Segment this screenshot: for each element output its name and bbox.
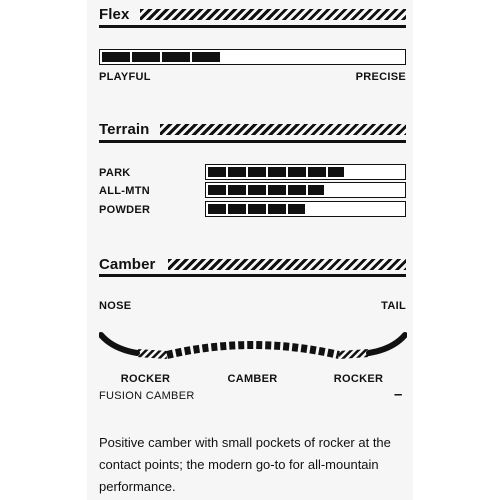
flex-heading-hatch	[140, 9, 406, 20]
camber-description: Positive camber with small pockets of rocker at the contact points; the modern go-to for all-mountain performance.	[99, 435, 391, 494]
camber-heading-hatch	[168, 259, 406, 270]
collapse-toggle-icon[interactable]: –	[394, 386, 403, 403]
zone-label-camber: CAMBER	[227, 373, 278, 385]
nose-hatch-zone	[137, 353, 167, 355]
zone-label-tail-rocker: ROCKER	[333, 373, 384, 385]
tail-label: TAIL	[381, 300, 406, 312]
terrain-row-label: PARK	[99, 167, 131, 179]
camber-profile-name: FUSION CAMBER	[99, 390, 195, 402]
terrain-meter-segments	[208, 167, 344, 177]
terrain-meter	[205, 201, 406, 217]
flex-meter-segments	[102, 52, 222, 62]
terrain-heading-hatch	[160, 124, 406, 135]
camber-profile-diagram	[99, 325, 407, 365]
camber-dashed-zone	[167, 345, 339, 355]
terrain-meter	[205, 182, 406, 198]
tail-rocker-curve	[369, 335, 405, 353]
flex-meter	[99, 49, 406, 65]
flex-right-label: PRECISE	[355, 71, 406, 83]
flex-left-label: PLAYFUL	[99, 71, 151, 83]
terrain-row-label: POWDER	[99, 204, 151, 216]
flex-heading-rule	[99, 25, 406, 28]
terrain-meter	[205, 164, 406, 180]
nose-label: NOSE	[99, 300, 132, 312]
terrain-meter-segments	[208, 185, 324, 195]
terrain-meter-segments	[208, 204, 305, 214]
camber-heading: Camber	[99, 256, 156, 273]
nose-rocker-curve	[101, 335, 137, 353]
terrain-row-label: ALL-MTN	[99, 185, 150, 197]
tail-hatch-zone	[339, 353, 369, 355]
terrain-heading: Terrain	[99, 121, 150, 138]
terrain-heading-rule	[99, 140, 406, 143]
camber-heading-rule	[99, 274, 406, 277]
zone-label-nose-rocker: ROCKER	[120, 373, 171, 385]
flex-heading: Flex	[99, 6, 130, 23]
